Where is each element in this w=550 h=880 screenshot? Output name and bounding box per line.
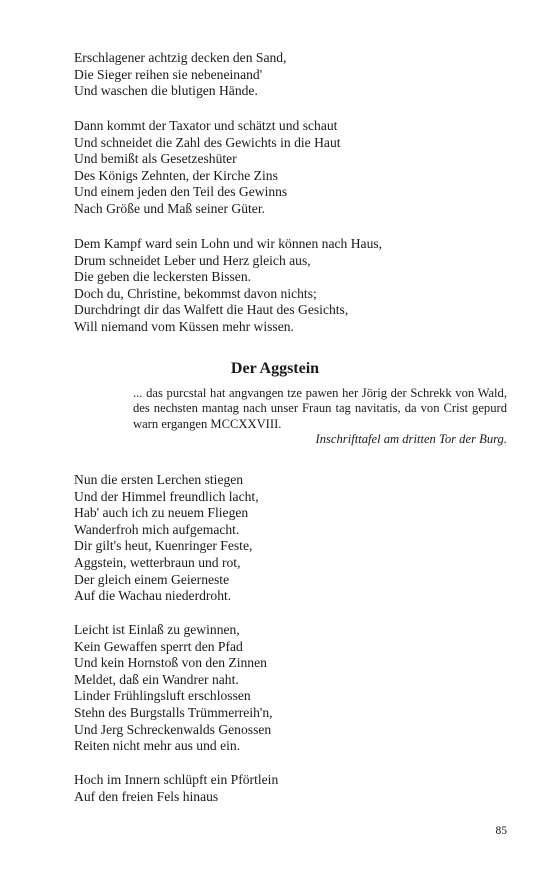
verse-line: Die geben die leckersten Bissen. xyxy=(74,269,252,285)
verse-line: Die Sieger reihen sie nebeneinand' xyxy=(74,66,263,82)
verse-line: Durchdringt dir das Walfett die Haut des Gesichts, xyxy=(74,302,349,318)
verse-line: Und bemißt als Gesetzeshüter xyxy=(74,151,237,167)
verse-line: Und waschen die blutigen Hände. xyxy=(74,83,258,99)
verse-line: Auf die Wachau niederdroht. xyxy=(74,588,232,604)
verse-line: Auf den freien Fels hinaus xyxy=(74,788,219,804)
verse-line: Und einem jeden den Teil des Gewinns xyxy=(74,184,288,200)
epigraph-text: ... das purcstal hat angvangen tze pawen her Jörig der Schrekk von Wald, des nechsten mantag nach unser Fraun tag navitatis, da von Crist gepurd warn ergangen MCCXXVIII. xyxy=(133,386,507,431)
poem-title: Der Aggstein xyxy=(230,360,320,377)
verse-line: Des Königs Zehnten, der Kirche Zins xyxy=(74,167,278,183)
verse-line: Hab' auch ich zu neuem Fliegen xyxy=(74,505,249,521)
verse-line: Nun die ersten Lerchen stiegen xyxy=(74,472,244,487)
verse-line: Linder Frühlingsluft erschlossen xyxy=(74,688,251,704)
verse-line: Kein Gewaffen sperrt den Pfad xyxy=(74,638,243,654)
verse-line: Und schneidet die Zahl des Gewichts in die Haut xyxy=(74,134,341,150)
verse-line: Drum schneidet Leber und Herz gleich aus, xyxy=(74,252,311,268)
verse-line: Leicht ist Einlaß zu gewinnen, xyxy=(74,622,240,637)
verse-line: Und der Himmel freundlich lacht, xyxy=(74,488,259,504)
poem-stanza-2 xyxy=(74,622,514,755)
verse-line: Aggstein, wetterbraun und rot, xyxy=(74,554,241,570)
verse-line: Und Jerg Schreckenwalds Genossen xyxy=(74,721,272,737)
verse-line: Dann kommt der Taxator und schätzt und schaut xyxy=(74,118,338,133)
verse-line: Der gleich einem Geierneste xyxy=(74,571,230,587)
verse-line: Meldet, daß ein Wandrer naht. xyxy=(74,671,239,687)
verse-line: Dem Kampf ward sein Lohn und wir können nach Haus, xyxy=(74,236,383,251)
page-number: 85 xyxy=(495,825,507,837)
epigraph xyxy=(133,386,507,448)
poem-stanza-3 xyxy=(74,772,514,805)
verse-line: Reiten nicht mehr aus und ein. xyxy=(74,738,241,754)
poem-stanza-1 xyxy=(74,472,514,605)
verse-line: Will niemand vom Küssen mehr wissen. xyxy=(74,318,294,334)
verse-line: Nach Größe und Maß seiner Güter. xyxy=(74,200,266,216)
verse-line: Doch du, Christine, bekommst davon nichts; xyxy=(74,285,317,301)
previous-poem-stanza-2 xyxy=(74,118,514,218)
epigraph-source: Inschrifttafel am dritten Tor der Burg. xyxy=(315,432,507,447)
verse-line: Hoch im Innern schlüpft ein Pförtlein xyxy=(74,772,279,787)
previous-poem-stanza-1 xyxy=(74,50,514,100)
verse-line: Und kein Hornstoß von den Zinnen xyxy=(74,655,267,671)
previous-poem-stanza-3 xyxy=(74,236,514,336)
verse-line: Wanderfroh mich aufgemacht. xyxy=(74,521,240,537)
verse-line: Stehn des Burgstalls Trümmerreih'n, xyxy=(74,704,273,720)
verse-line: Dir gilt's heut, Kuenringer Feste, xyxy=(74,538,253,554)
verse-line: Erschlagener achtzig decken den Sand, xyxy=(74,50,287,65)
